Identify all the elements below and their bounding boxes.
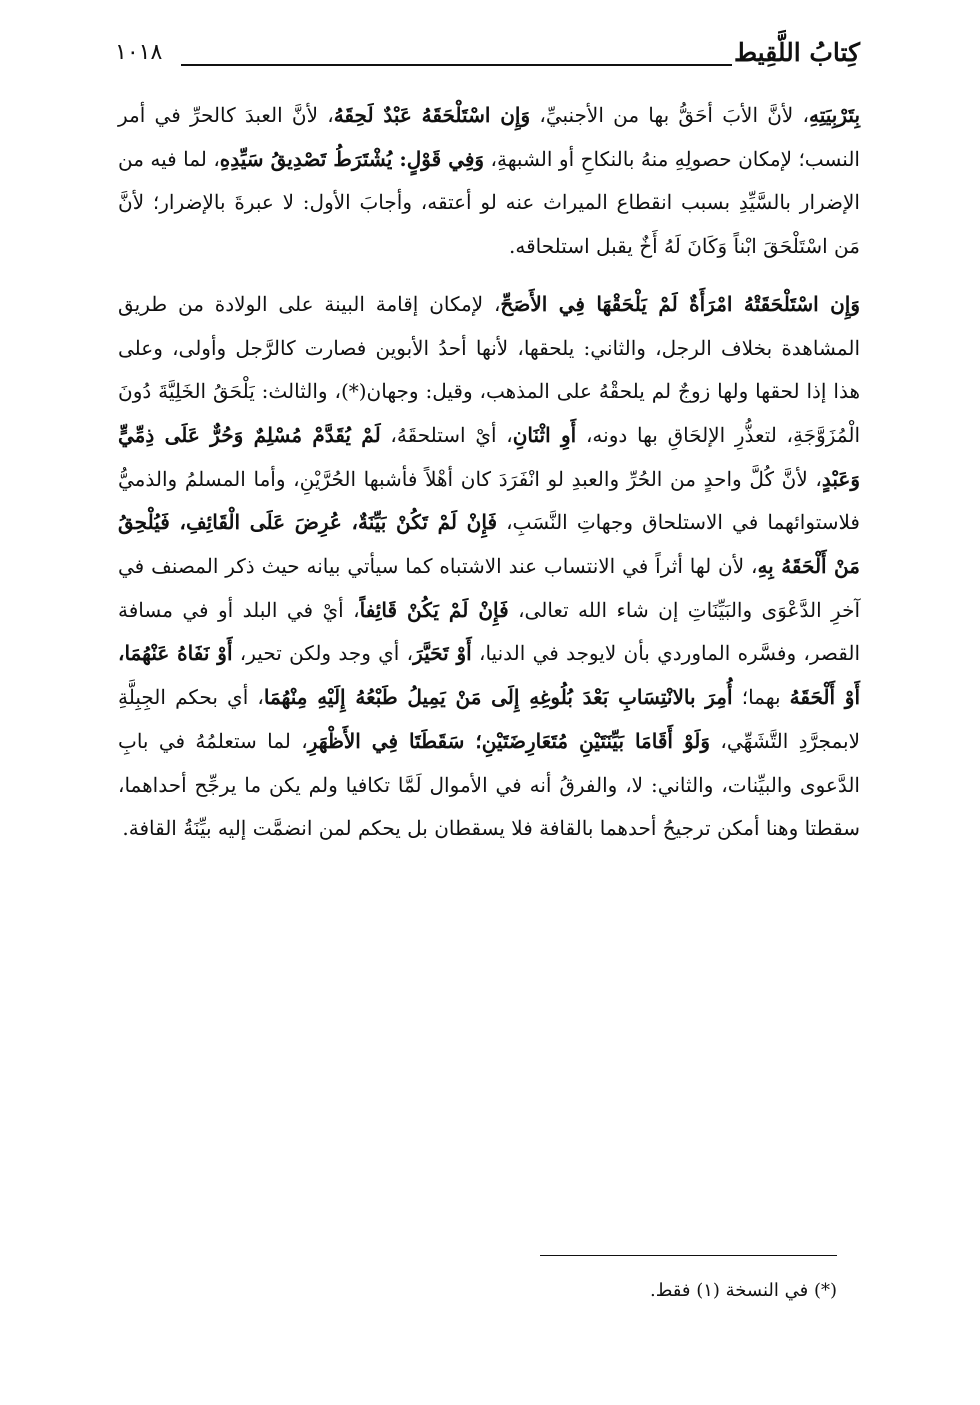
matn-text: وَإِن اسْتَلْحَقَتْهُ امْرَأَةٌ لَمْ يَلْحَقْهَا فِي الأَصَحِّ xyxy=(500,291,860,316)
commentary-text: ، لما ستعلمُهُ في بابِ الدَّعوى والبيِّنات، والثاني: لا، والفرقُ أنه في الأموال لَمَّا تكافيا ولم يكن ما يرجِّح أحداهما، سقطتا وهنا أمكن ترجيحُ أحدهما بالقافة فلا يسقطان بل يحكم لمن انضمَّت إليه بيِّنَةُ القافة. xyxy=(118,728,860,841)
matn-text: وَإِن اسْتَلْحَقَهُ عَبْدٌ لَحِقَهُ xyxy=(333,103,531,127)
body-paragraph xyxy=(118,283,860,851)
commentary-text: ، لما فيه من الإضرار بالسَّيِّدِ بسبب انقطاع الميراث عنه لو أعتقه، وأجابَ الأول: لا عبرةَ بالإضرار؛ لأنَّ مَن اسْتَلْحَقَ ابْناً وَكَانَ لَهُ أَخٌ يقبل استلحاقه. xyxy=(118,146,860,259)
matn-text: فَإِنْ لَمْ تَكُنْ بَيِّنَةٌ، عُرِضَ عَلَى الْقَائِفِ، فَيُلْحِقُ مَنْ أَلْحَقَهُ بِهِ xyxy=(118,510,860,579)
page-number: ١٠١٨ xyxy=(115,40,163,65)
body-text xyxy=(118,94,860,851)
commentary-text: بهما؛ xyxy=(732,685,790,710)
matn-text: لَمْ يُقَدَّمْ مُسْلِمٌ وَحُرٌّ عَلَى ذِمِّيٍّ وَعَبْدٍ xyxy=(118,422,860,491)
matn-text: أَوْ نَفَاهُ عَنْهُمَا، أَوْ أَلْحَقَهُ xyxy=(118,641,861,710)
commentary-text: ، لإمكان إقامة البينة على الولادة من طريق المشاهدة بخلاف الرجل، والثاني: يلحقها، لأنها أحدُ الأبوين فصارت كالرَّجل وأولى، وعلى هذا إذا لحقها ولها زوجٌ لم يلحقْهُ على المذهب، وقيل: وجهان(*)، والثالث: يَلْحَقُ الخَلِيَّةَ دُونَ الْمُزَوَّجَةِ، لتعذُّرِ الإلحَاقِ بها دونه، xyxy=(118,291,860,447)
commentary-text: ، أي وجد ولكن تحير، xyxy=(232,641,414,666)
book-title: كِتابُ اللَّقِيط xyxy=(733,38,860,67)
commentary-text: ، أيْ في البلد أو في مسافة القصر، وفسَّره الماوردي بأن لايوجد في الدنيا، xyxy=(118,597,861,666)
matn-text: وَفِي قَوْلٍ: يُشْتَرَطُ تَصْدِيقُ سَيِّدِهِ xyxy=(219,146,485,171)
matn-text: فَإِنْ لَمْ يَكُنْ قَائِفاً xyxy=(359,597,509,622)
matn-text: أُمِرَ بالانْتِسَابِ بَعْدَ بُلُوغِهِ إِلَى مَنْ يَمِيلُ طَبْعُهُ إِلَيْهِ مِنْهُمَا xyxy=(263,685,733,710)
matn-text: أَوْ تَحَيَّرَ xyxy=(413,641,472,666)
page-header xyxy=(115,38,860,82)
matn-text: أَوِ اثْنَانِ xyxy=(512,422,577,447)
footnote: (*) في النسخة (١) فقط. xyxy=(649,1280,837,1301)
commentary-text: ، لأنَّ العبدَ كالحرِّ في أمر النسب؛ لإمكان حصولِهِ منهُ بالنكاحِ أو الشبهةِ، xyxy=(118,103,860,171)
commentary-text: ، أيْ استلحقَهُ، xyxy=(380,422,513,447)
commentary-text: ، لأنَّ الأبَ أحَقُّ بها من الأجنبيِّ، xyxy=(530,103,810,127)
footnote-rule xyxy=(540,1255,837,1256)
matn-text: بِتَرْبِيَتِهِ xyxy=(809,103,861,127)
header-rule xyxy=(181,64,732,66)
commentary-text: ، لأنَّ كُلَّ واحدٍ من الحُرِّ والعبدِ لو انْفَرَدَ كان أهْلاً فأشبها الحُرَّيْنِ، وأما المسلمُ والذميُّ فلاستوائهما في الاستلحاق وجهاتِ النَّسَبِ، xyxy=(118,466,860,535)
commentary-text: ، لأن لها أثراً في الانتساب عند الاشتباه كما سيأتي بيانه حيث ذكر المصنف في آخرِ الدَّعْوَى والبَيِّنَاتِ إن شاء الله تعالى، xyxy=(118,554,860,622)
commentary-text: ، أي بحكم الجِبِلَّةِ لابمجرَّدِ التَّشَهِّي، xyxy=(118,685,860,753)
body-paragraph xyxy=(118,94,860,269)
matn-text: وَلَوْ أَقَامَا بَيِّنَتَيْنِ مُتَعَارِضَتَيْنِ؛ سَقَطَتَا فِي الأَظْهَرِ xyxy=(307,728,711,753)
